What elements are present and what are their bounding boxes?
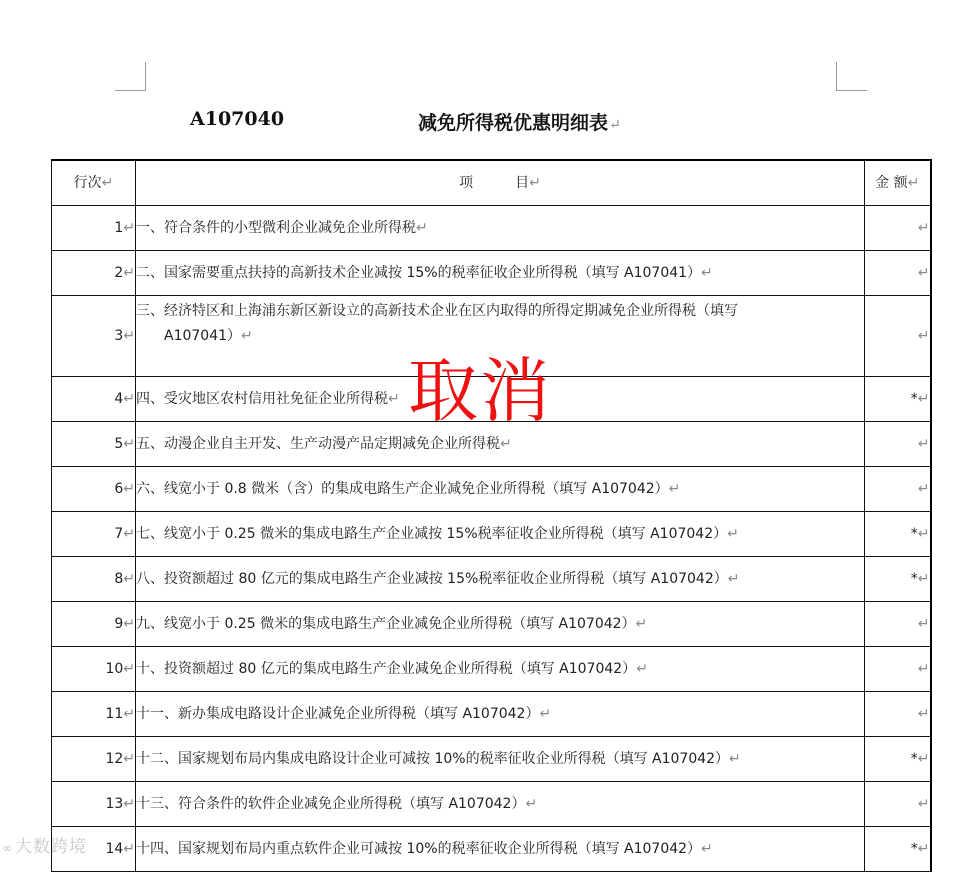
row-number: 10↵	[52, 647, 136, 692]
row-amount[interactable]: *↵	[865, 557, 931, 602]
table-row	[52, 827, 931, 872]
table-row	[52, 251, 931, 296]
table-row	[52, 737, 931, 782]
row-amount[interactable]: ↵	[865, 602, 931, 647]
row-amount[interactable]: *↵	[865, 512, 931, 557]
crop-mark-top-left	[115, 62, 146, 91]
row-number: 14↵	[52, 827, 136, 872]
row-item[interactable]: 三、经济特区和上海浦东新区新设立的高新技术企业在区内取得的所得定期减免企业所得税（填写 A107041）↵	[136, 296, 865, 377]
row-number: 1↵	[52, 206, 136, 251]
table-row	[52, 377, 931, 422]
row-item[interactable]: 一、符合条件的小型微利企业减免企业所得税↵	[136, 206, 865, 251]
row-item[interactable]: 十二、国家规划布局内集成电路设计企业可减按 10%的税率征收企业所得税（填写 A107042）↵	[136, 737, 865, 782]
col-header-row-no: 行次↵	[52, 160, 136, 206]
logo-icon: ∞	[2, 841, 13, 855]
row-amount[interactable]: ↵	[865, 251, 931, 296]
row-item[interactable]: 二、国家需要重点扶持的高新技术企业减按 15%的税率征收企业所得税（填写 A107041）↵	[136, 251, 865, 296]
row-amount[interactable]: ↵	[865, 296, 931, 377]
row-number: 3↵	[52, 296, 136, 377]
row-number: 8↵	[52, 557, 136, 602]
table-row	[52, 647, 931, 692]
table-row	[52, 422, 931, 467]
table-row	[52, 206, 931, 251]
row-number: 13↵	[52, 782, 136, 827]
row-amount[interactable]: ↵	[865, 467, 931, 512]
row-item[interactable]: 五、动漫企业自主开发、生产动漫产品定期减免企业所得税↵	[136, 422, 865, 467]
row-number: 2↵	[52, 251, 136, 296]
table-header-row	[52, 160, 931, 206]
table-row	[52, 467, 931, 512]
row-number: 12↵	[52, 737, 136, 782]
row-amount[interactable]: ↵	[865, 782, 931, 827]
row-number: 7↵	[52, 512, 136, 557]
form-code: A107040	[190, 108, 285, 130]
row-number: 11↵	[52, 692, 136, 737]
row-number: 5↵	[52, 422, 136, 467]
paragraph-mark-icon: ↵	[609, 117, 621, 133]
row-number: 6↵	[52, 467, 136, 512]
row-amount[interactable]: *↵	[865, 737, 931, 782]
row-amount[interactable]: ↵	[865, 692, 931, 737]
row-item[interactable]: 十、投资额超过 80 亿元的集成电路生产企业减免企业所得税（填写 A107042）↵	[136, 647, 865, 692]
deduction-table	[51, 159, 932, 872]
row-item[interactable]: 六、线宽小于 0.8 微米（含）的集成电路生产企业减免企业所得税（填写 A107042）↵	[136, 467, 865, 512]
row-item[interactable]: 七、线宽小于 0.25 微米的集成电路生产企业减按 15%税率征收企业所得税（填写 A107042）↵	[136, 512, 865, 557]
row-amount[interactable]: ↵	[865, 206, 931, 251]
row-item[interactable]: 十三、符合条件的软件企业减免企业所得税（填写 A107042）↵	[136, 782, 865, 827]
table-row	[52, 512, 931, 557]
form-title: 减免所得税优惠明细表↵	[418, 112, 621, 134]
row-item[interactable]: 九、线宽小于 0.25 微米的集成电路生产企业减免企业所得税（填写 A107042）↵	[136, 602, 865, 647]
row-amount[interactable]: *↵	[865, 377, 931, 422]
row-amount[interactable]: ↵	[865, 422, 931, 467]
row-item[interactable]: 八、投资额超过 80 亿元的集成电路生产企业减按 15%税率征收企业所得税（填写 A107042）↵	[136, 557, 865, 602]
watermark: ∞ 大数跨境	[2, 837, 87, 857]
row-item[interactable]: 四、受灾地区农村信用社免征企业所得税↵	[136, 377, 865, 422]
row-number: 4↵	[52, 377, 136, 422]
table-row	[52, 602, 931, 647]
table-row	[52, 782, 931, 827]
row-item[interactable]: 十一、新办集成电路设计企业减免企业所得税（填写 A107042）↵	[136, 692, 865, 737]
row-amount[interactable]: *↵	[865, 827, 931, 872]
table-row	[52, 296, 931, 377]
crop-mark-top-right	[836, 62, 867, 91]
row-amount[interactable]: ↵	[865, 647, 931, 692]
table-row	[52, 557, 931, 602]
cancelled-stamp: 取消	[408, 350, 552, 432]
col-header-amount: 金 额↵	[865, 160, 931, 206]
col-header-item: 项 目↵	[136, 160, 865, 206]
row-item[interactable]: 十四、国家规划布局内重点软件企业可减按 10%的税率征收企业所得税（填写 A107042）↵	[136, 827, 865, 872]
row-number: 9↵	[52, 602, 136, 647]
table-row	[52, 692, 931, 737]
